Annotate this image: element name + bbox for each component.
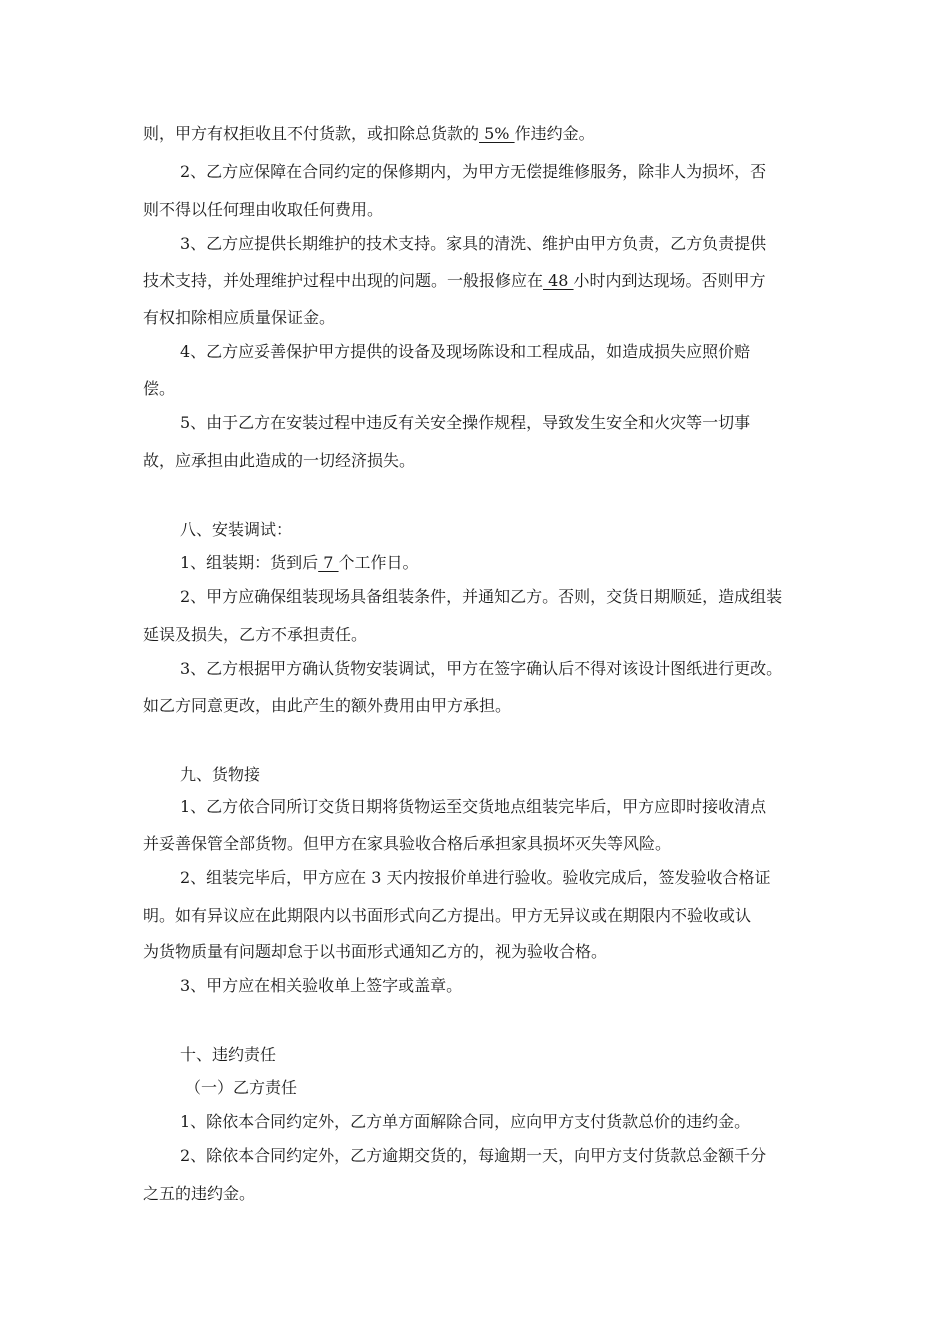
assembly-days: 7	[318, 553, 339, 572]
section-8-item-2-line2: 延误及损失，乙方不承担责任。	[143, 625, 368, 644]
text: 1、组装期：货到后	[180, 553, 319, 572]
text: 个工作日。	[338, 553, 419, 572]
penalty-percent: 5%	[479, 124, 515, 143]
section-8-heading: 八、安装调试：	[180, 520, 293, 539]
text: 作违约金。	[514, 124, 595, 143]
clause-7-5-line1: 5、由于乙方在安装过程中违反有关安全操作规程，导致发生安全和火灾等一切事	[180, 413, 751, 432]
section-9-item-3: 3、甲方应在相关验收单上签字或盖章。	[180, 976, 463, 995]
clause-7-2-line1: 2、乙方应保障在合同约定的保修期内，为甲方无偿提维修服务，除非人为损坏，否	[180, 162, 767, 181]
clause-7-3-line3: 有权扣除相应质量保证金。	[143, 308, 336, 327]
clause-7-2-line2: 则不得以任何理由收取任何费用。	[143, 200, 384, 219]
section-10-heading: 十、违约责任	[180, 1045, 277, 1064]
clause-7-3-line2	[143, 271, 766, 291]
clause-7-3-line1: 3、乙方应提供长期维护的技术支持。家具的清洗、维护由甲方负责，乙方负责提供	[180, 234, 767, 253]
section-10-item-2-line1: 2、除依本合同约定外，乙方逾期交货的，每逾期一天，向甲方支付货款总金额千分	[180, 1146, 767, 1165]
section-8-item-2-line1: 2、甲方应确保组装现场具备组装条件，并通知乙方。否则，交货日期顺延，造成组装	[180, 587, 783, 606]
text: 则，甲方有权拒收且不付货款，或扣除总货款的	[143, 124, 480, 143]
section-9-heading: 九、货物接	[180, 765, 261, 784]
section-10-item-2-line2: 之五的违约金。	[143, 1184, 256, 1203]
clause-7-4-line1: 4、乙方应妥善保护甲方提供的设备及现场陈设和工程成品，如造成损失应照价赔	[180, 342, 751, 361]
clause-7-1-tail	[143, 124, 595, 144]
section-8-item-3-line1: 3、乙方根据甲方确认货物安装调试，甲方在签字确认后不得对该设计图纸进行更改。	[180, 659, 783, 678]
section-9-item-2-line2: 明。如有异议应在此期限内以书面形式向乙方提出。甲方无异议或在期限内不验收或认	[143, 906, 752, 925]
section-8-item-1	[180, 553, 419, 573]
section-9-item-2-line3: 为货物质量有问题却怠于以书面形式通知乙方的，视为验收合格。	[143, 942, 608, 961]
text: 技术支持，并处理维护过程中出现的问题。一般报修应在	[143, 271, 544, 290]
section-9-item-1-line2: 并妥善保管全部货物。但甲方在家具验收合格后承担家具损坏灭失等风险。	[143, 834, 672, 853]
text: 小时内到达现场。否则甲方	[573, 271, 766, 290]
response-hours: 48	[543, 271, 574, 290]
clause-7-4-line2: 偿。	[143, 379, 176, 398]
section-10-subheading: （一）乙方责任	[185, 1078, 298, 1097]
section-9-item-2-line1: 2、组装完毕后，甲方应在 3 天内按报价单进行验收。验收完成后，签发验收合格证	[180, 868, 771, 887]
clause-7-5-line2: 故，应承担由此造成的一切经济损失。	[143, 451, 416, 470]
section-8-item-3-line2: 如乙方同意更改，由此产生的额外费用由甲方承担。	[143, 696, 512, 715]
section-9-item-1-line1: 1、乙方依合同所订交货日期将货物运至交货地点组装完毕后，甲方应即时接收清点	[180, 797, 767, 816]
section-10-item-1: 1、除依本合同约定外，乙方单方面解除合同，应向甲方支付货款总价的违约金。	[180, 1112, 751, 1131]
